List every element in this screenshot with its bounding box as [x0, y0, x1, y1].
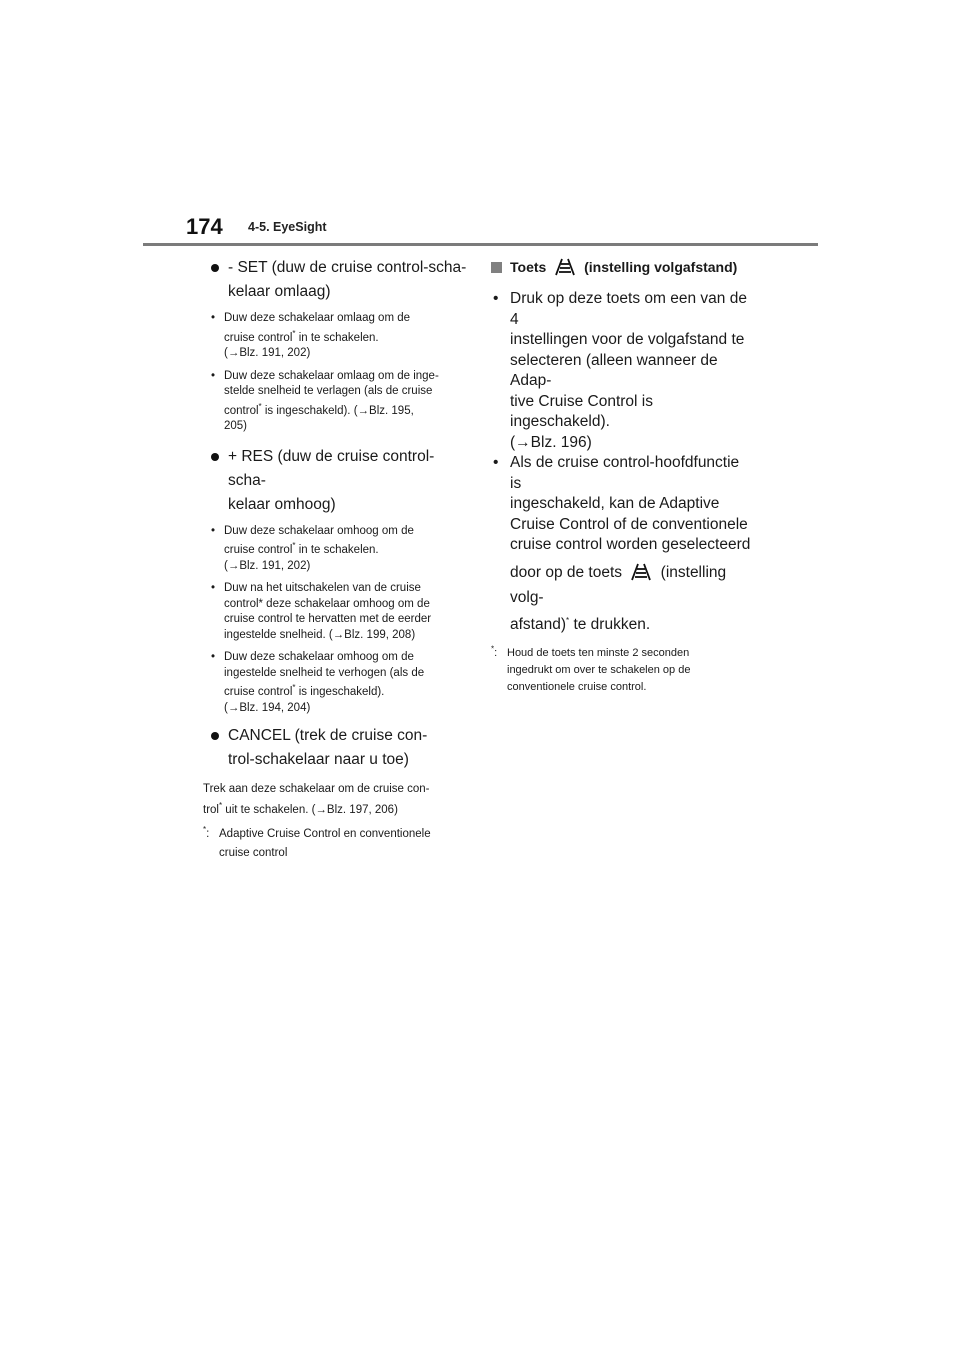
bullet-mark: • — [211, 369, 216, 382]
set-item-1-line-3: (→Blz. 191, 202) — [224, 347, 311, 359]
res-item-3-line-4: (→Blz. 194, 204) — [224, 701, 311, 714]
bullet-dot-icon — [211, 264, 219, 272]
res-item-3-line-2: ingestelde snelheid te verhogen (als de — [224, 666, 425, 679]
bullet-dot-icon — [211, 453, 219, 461]
bullet-mark: • — [493, 290, 499, 307]
toets-heading-label: Toets — [510, 259, 547, 275]
bullet-mark: • — [493, 454, 499, 471]
res-item-2 — [208, 581, 470, 643]
set-item-1-line-1: Duw deze schakelaar omlaag om de — [224, 312, 411, 324]
res-heading — [208, 445, 470, 517]
bullet-mark: • — [211, 582, 216, 594]
set-heading-line-1: - SET (duw de cruise control-scha- — [228, 259, 467, 276]
set-item-1 — [208, 311, 470, 362]
right-footnote-line-1: Houd de toets ten minste 2 seconden — [507, 647, 690, 659]
section-title: 4-5. EyeSight — [248, 220, 327, 234]
toets-item-2-line-5: door op de toets (instelling volg- — [510, 563, 727, 606]
toets-item-1-line-5: (→Blz. 196) — [510, 433, 592, 451]
right-footnote — [491, 645, 753, 696]
set-item-1-line-2: cruise control* in te schakelen. — [224, 328, 379, 344]
left-footnote-line-1: Adaptive Cruise Control en conventionele — [219, 828, 431, 840]
set-item-2-line-3: control* is ingeschakeld). (→Blz. 195, — [224, 401, 414, 417]
res-item-2-line-3: cruise control te hervatten met de eerder — [224, 613, 432, 625]
res-heading-line-2: kelaar omhoog) — [228, 495, 336, 513]
cancel-text — [203, 779, 473, 821]
res-item-1-line-2: cruise control* in te schakelen. — [224, 541, 379, 556]
toets-heading — [491, 257, 753, 282]
toets-item-1-line-4: tive Cruise Control is ingeschakeld). — [510, 392, 653, 430]
toets-heading-desc: (instelling volgafstand) — [584, 259, 738, 275]
right-column — [491, 252, 753, 696]
toets-item-1 — [491, 289, 753, 453]
square-icon — [491, 262, 502, 273]
bullet-mark: • — [211, 524, 216, 537]
res-item-2-line-4: ingestelde snelheid. (→Blz. 199, 208) — [224, 628, 416, 641]
page-number: 174 — [186, 214, 223, 239]
left-footnote-line-2: cruise control — [219, 847, 288, 859]
bullet-mark: • — [211, 312, 216, 324]
res-item-2-line-1: Duw na het uitschakelen van de cruise — [224, 582, 421, 594]
res-item-3 — [208, 650, 470, 716]
bullet-mark: • — [211, 651, 216, 663]
res-heading-line-1: + RES (duw de cruise control-scha- — [228, 447, 435, 489]
right-footnote-line-3: conventionele cruise control. — [507, 681, 647, 693]
toets-item-2-line-1: Als de cruise control-hoofdfunctie is — [510, 454, 740, 492]
bullet-dot-icon — [211, 732, 219, 740]
toets-item-1-line-1: Druk op deze toets om een van de 4 — [510, 290, 747, 328]
following-distance-icon — [554, 257, 576, 282]
cancel-text-line-2: trol* uit te schakelen. (→Blz. 197, 206) — [203, 801, 398, 816]
cancel-heading-line-1: CANCEL (trek de cruise con- — [228, 727, 428, 744]
cancel-heading-line-2: trol-schakelaar naar u toe) — [228, 751, 409, 768]
res-item-3-line-3: cruise control* is ingeschakeld). — [224, 683, 385, 698]
toets-item-2-line-6: afstand)* te drukken. — [510, 615, 651, 633]
footnote-marker: *: — [203, 825, 210, 840]
set-heading-line-2: kelaar omlaag) — [228, 283, 331, 300]
set-item-2 — [208, 369, 470, 435]
toets-item-2 — [491, 453, 753, 635]
left-column — [203, 252, 470, 863]
right-footnote-line-2: ingedrukt om over te schakelen op de — [507, 664, 691, 676]
left-footnote — [203, 825, 470, 863]
toets-item-2-line-2: ingeschakeld, kan de Adaptive — [510, 495, 720, 512]
set-item-2-line-1: Duw deze schakelaar omlaag om de inge- — [224, 369, 439, 382]
toets-item-2-line-3: Cruise Control of de conventionele — [510, 515, 748, 533]
res-item-2-line-2: control* deze schakelaar omhoog om de — [224, 597, 430, 610]
res-item-1-line-1: Duw deze schakelaar omhoog om de — [224, 524, 414, 537]
set-heading — [208, 256, 470, 304]
following-distance-icon — [630, 562, 652, 589]
set-item-2-line-2: stelde snelheid te verlagen (als de cruise — [224, 385, 433, 397]
toets-item-1-line-3: selecteren (alleen wanneer de Adap- — [510, 351, 718, 389]
res-item-1 — [208, 524, 470, 575]
cancel-text-line-1: Trek aan deze schakelaar om de cruise con- — [203, 783, 430, 795]
header-rule — [143, 243, 818, 246]
footnote-marker: *: — [491, 644, 498, 659]
toets-item-1-line-2: instellingen voor de volgafstand te — [510, 331, 745, 348]
toets-item-2-line-4: cruise control worden geselecteerd — [510, 536, 751, 553]
set-item-2-line-4: 205) — [224, 420, 248, 432]
res-item-3-line-1: Duw deze schakelaar omhoog om de — [224, 651, 414, 663]
res-item-1-line-3: (→Blz. 191, 202) — [224, 559, 311, 572]
cancel-heading — [208, 724, 470, 772]
